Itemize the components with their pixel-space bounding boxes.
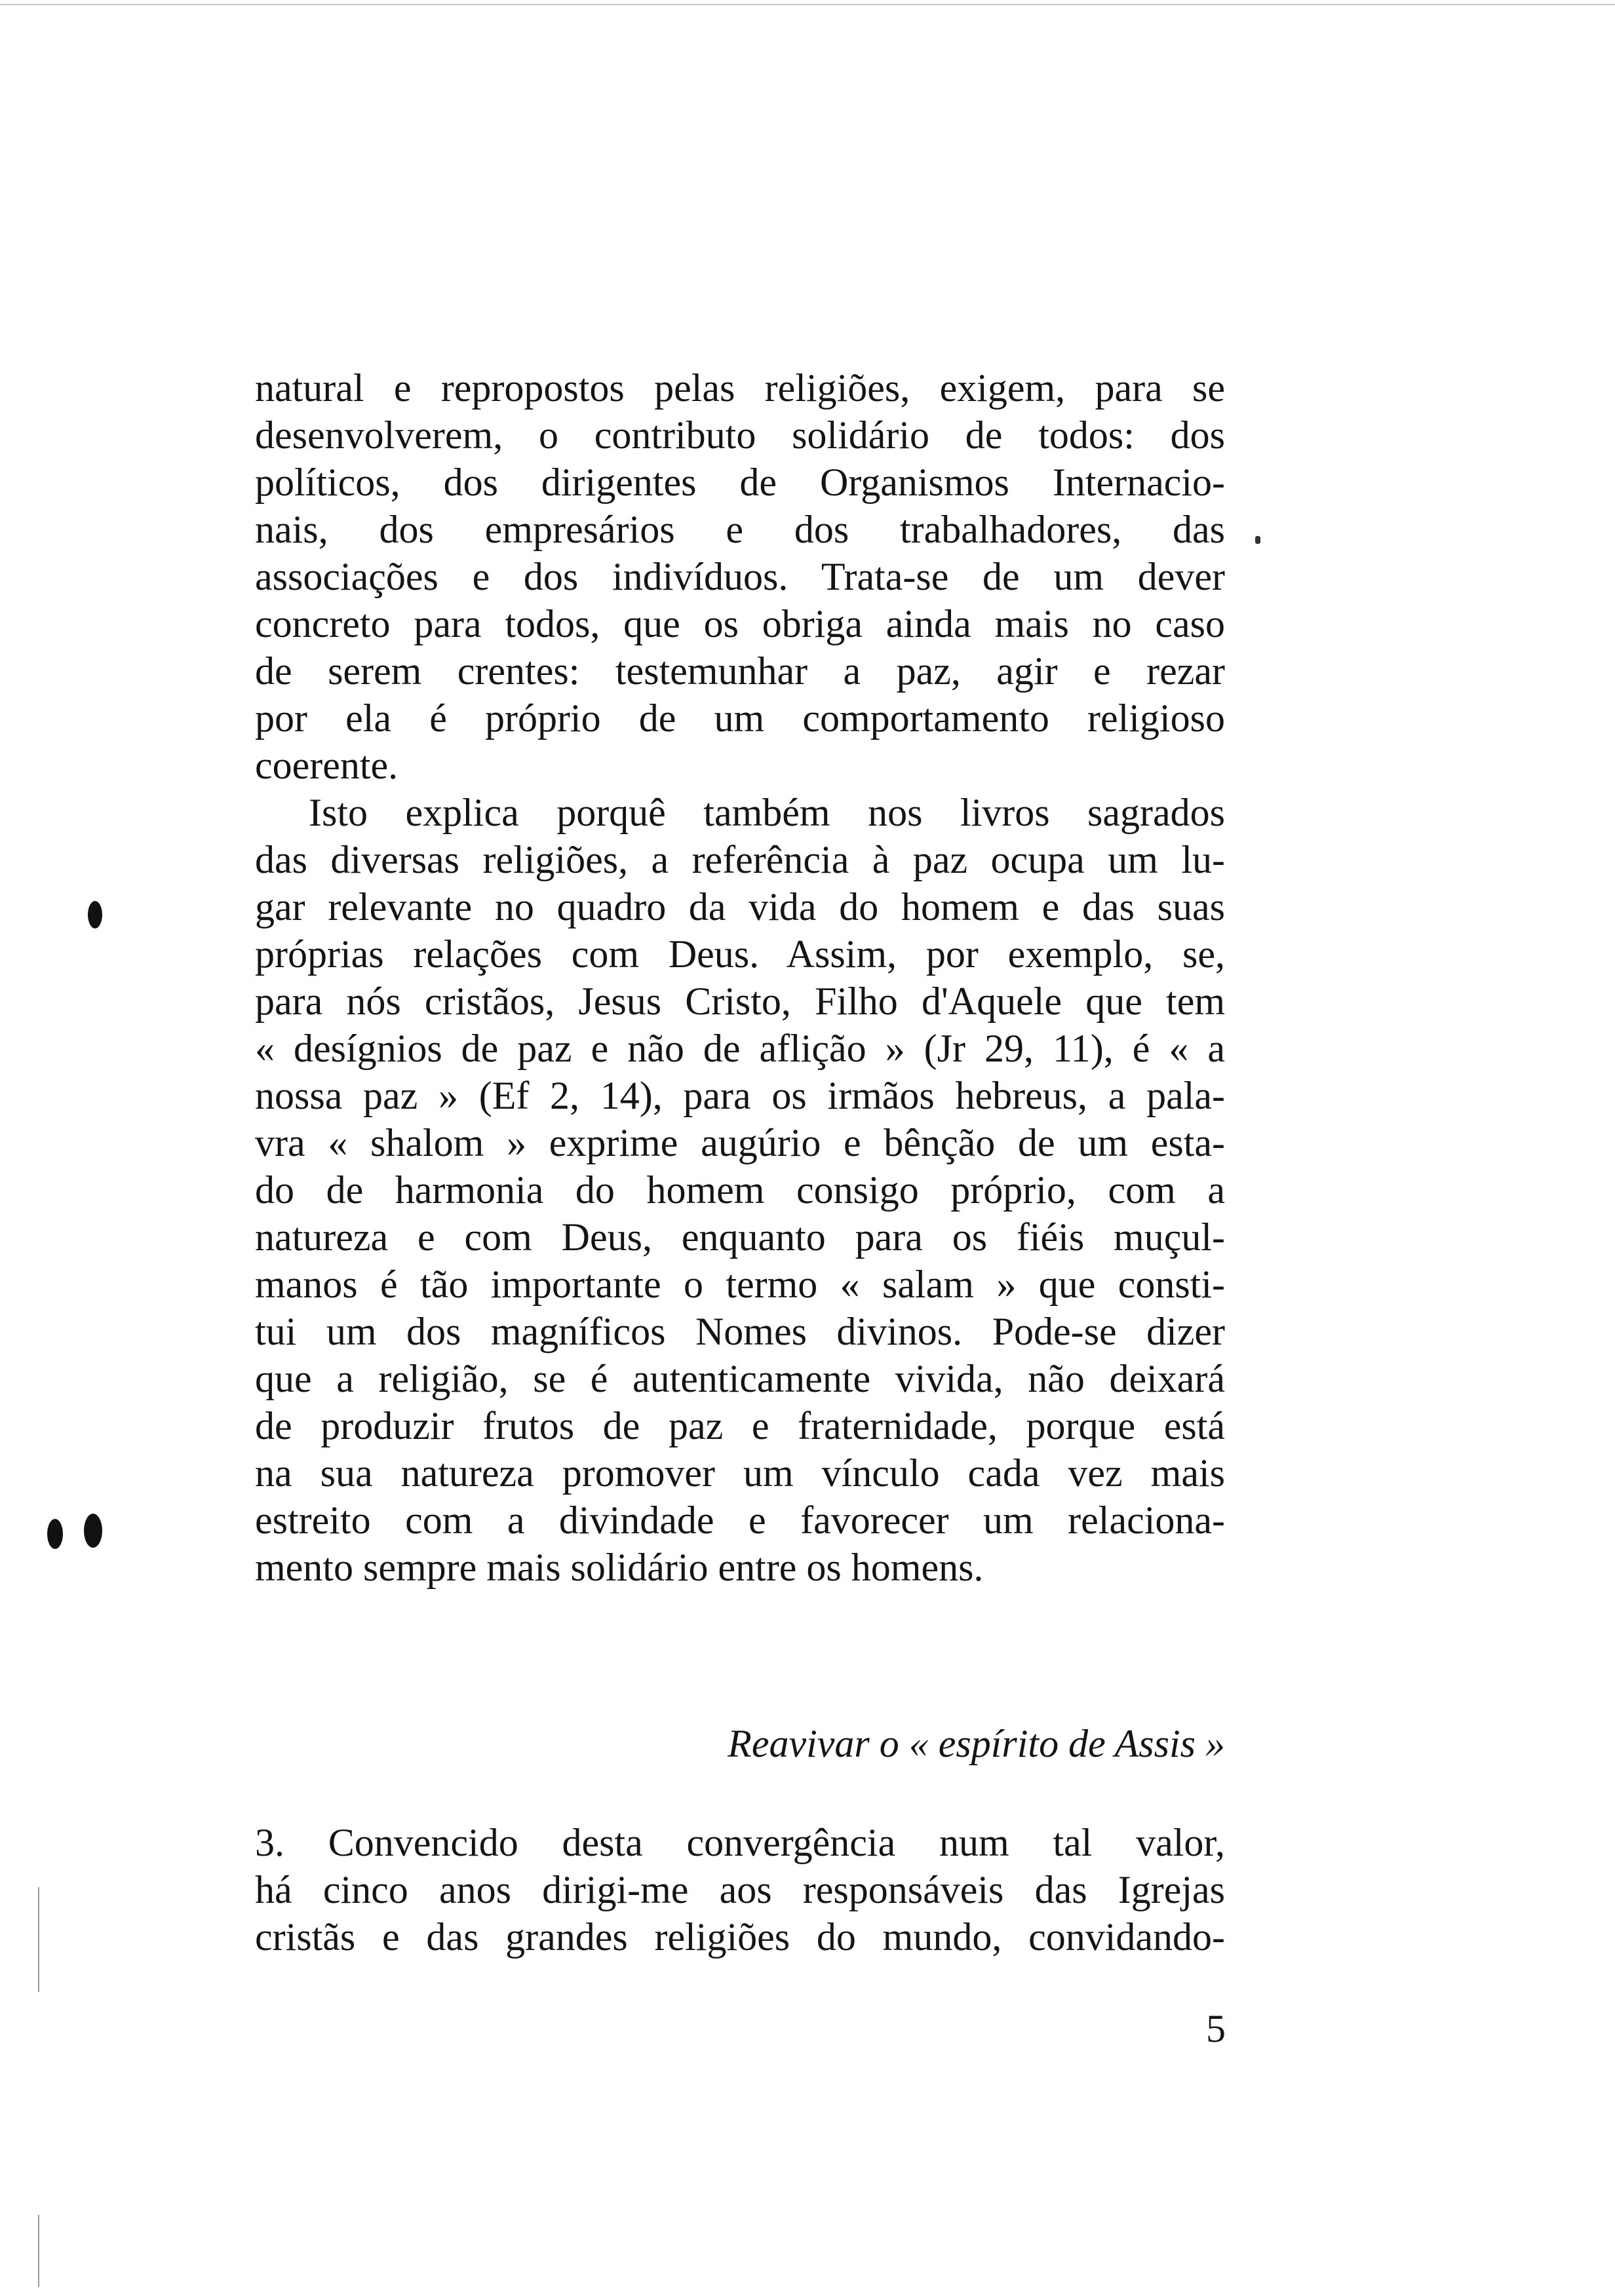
scan-punch-mark [47,1519,63,1549]
text-line: nais, dos empresários e dos trabalhadores, das [255,508,1225,551]
text-line: políticos, dos dirigentes de Organismos Internacio- [255,461,1225,504]
text-line: concreto para todos, que os obriga ainda mais no caso [255,602,1225,645]
text-line: mento sempre mais solidário entre os homens. [255,1546,984,1589]
text-line: das diversas religiões, a referência à paz ocupa um lu- [255,838,1225,881]
text-line: desenvolverem, o contributo solidário de todos: dos [255,413,1225,457]
scan-edge-line [38,1887,39,1992]
text-line: de serem crentes: testemunhar a paz, agir e rezar [255,649,1225,693]
text-line: associações e dos indivíduos. Trata-se de um dever [255,555,1225,598]
scan-punch-mark [84,1514,102,1548]
text-line: há cinco anos dirigi-me aos responsáveis das Igrejas [255,1868,1225,1911]
body-text-upper [255,364,1225,1591]
scan-speck [1255,536,1260,544]
text-line: 3. Convencido desta convergência num tal valor, [255,1821,1225,1864]
text-line: na sua natureza promover um vínculo cada vez mais [255,1451,1225,1495]
text-line: gar relevante no quadro da vida do homem e das suas [255,885,1225,928]
scan-top-edge [0,4,1615,5]
text-line: coerente. [255,744,399,787]
text-line: do de harmonia do homem consigo próprio, com a [255,1168,1225,1212]
section-heading: Reavivar o « espírito de Assis » [728,1722,1225,1765]
text-line: para nós cristãos, Jesus Cristo, Filho d'Aquele que tem [255,980,1225,1023]
text-line: manos é tão importante o termo « salam » que consti- [255,1263,1225,1306]
text-line: de produzir frutos de paz e fraternidade, porque está [255,1404,1225,1447]
text-line: cristãs e das grandes religiões do mundo, convidando- [255,1915,1225,1959]
text-line: nossa paz » (Ef 2, 14), para os irmãos hebreus, a pala- [255,1074,1225,1117]
text-line: Isto explica porquê também nos livros sagrados [309,791,1225,834]
text-line: próprias relações com Deus. Assim, por exemplo, se, [255,932,1225,976]
text-line: estreito com a divindade e favorecer um relaciona- [255,1499,1225,1542]
page-number: 5 [1206,2007,1226,2050]
text-line: vra « shalom » exprime augúrio e bênção de um esta- [255,1121,1225,1164]
text-line: natureza e com Deus, enquanto para os fiéis muçul- [255,1215,1225,1259]
text-line: natural e repropostos pelas religiões, exigem, para se [255,366,1225,410]
scan-punch-mark [88,901,102,928]
text-line: « desígnios de paz e não de aflição » (Jr 29, 11), é « a [255,1027,1225,1070]
scan-edge-line [38,2215,39,2287]
text-line: que a religião, se é autenticamente vivida, não deixará [255,1357,1225,1400]
text-line: por ela é próprio de um comportamento religioso [255,697,1225,740]
body-text-lower [255,1819,1225,1961]
text-line: tui um dos magníficos Nomes divinos. Pode-se dizer [255,1310,1225,1353]
